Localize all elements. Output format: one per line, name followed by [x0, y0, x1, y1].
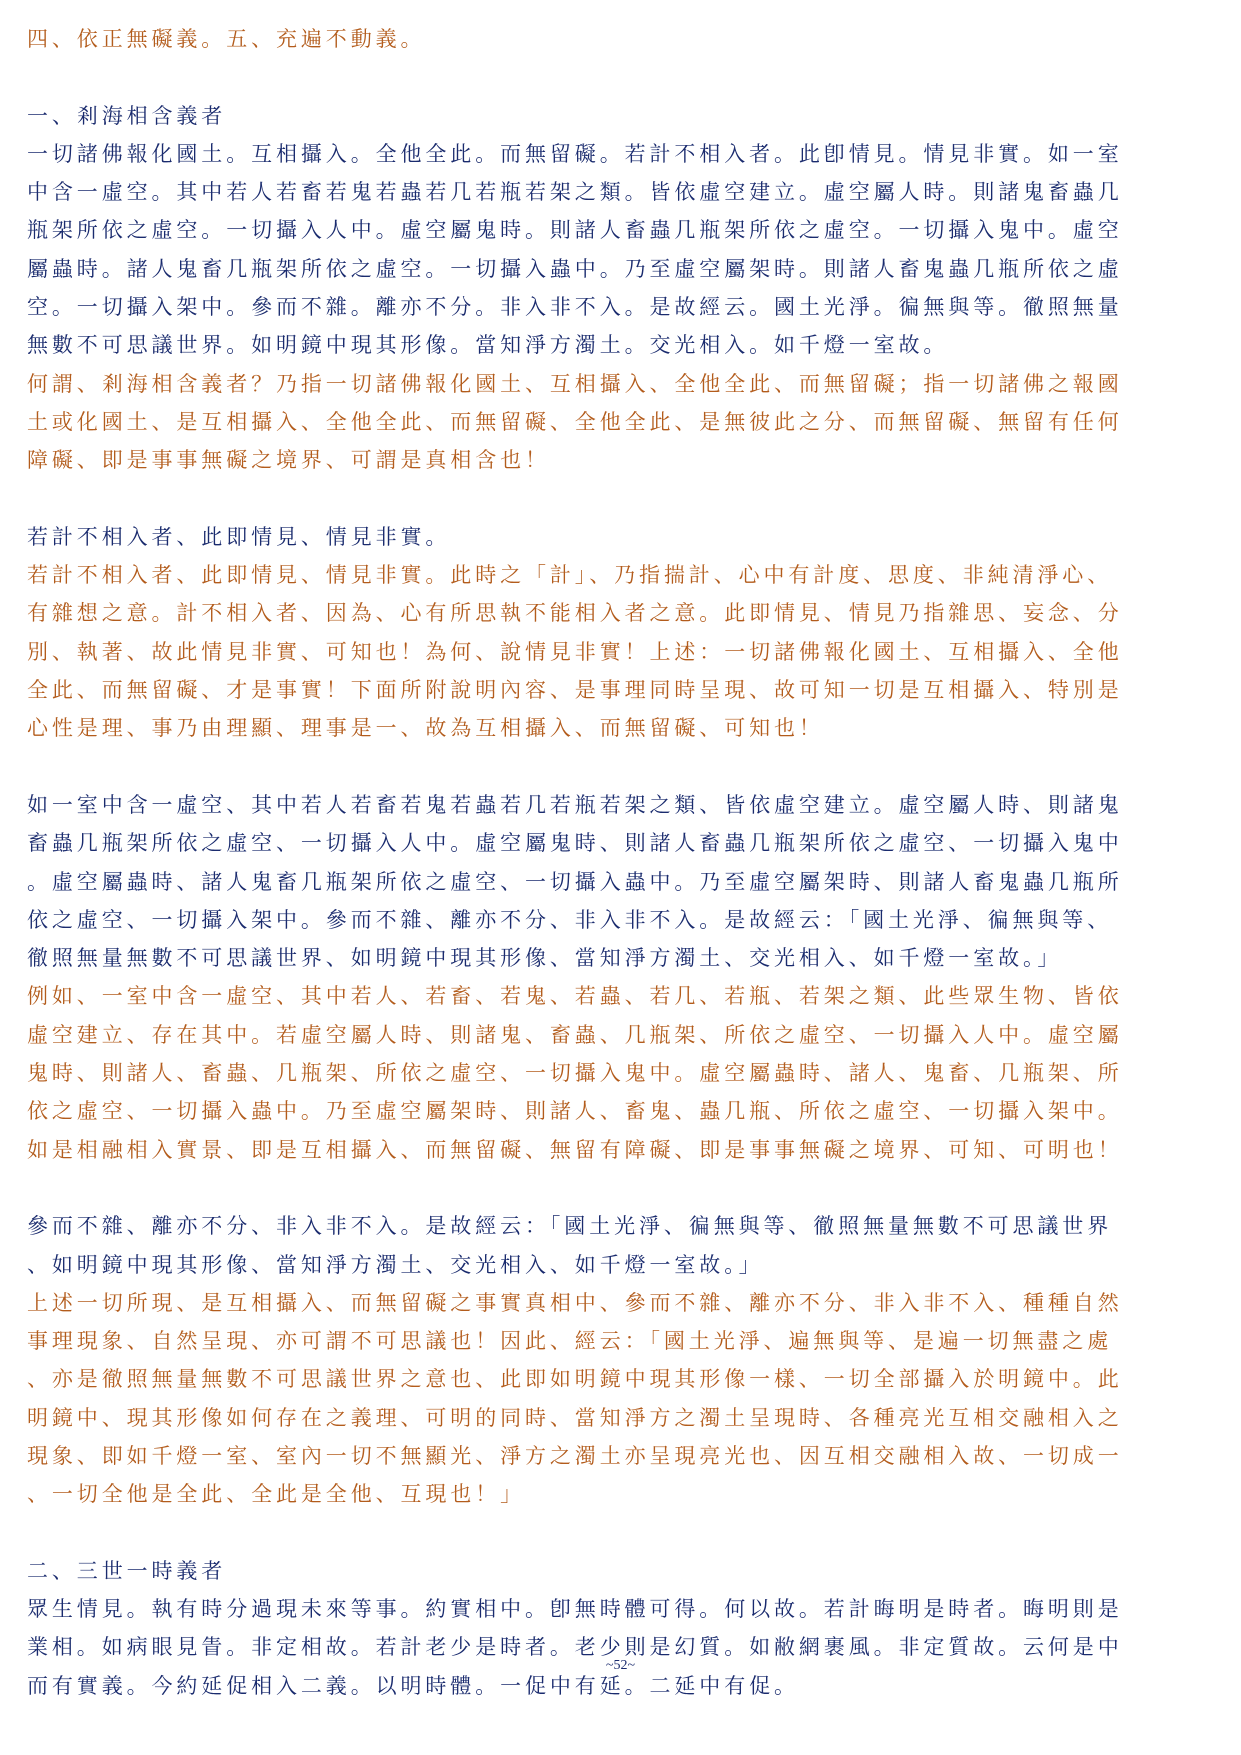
sutra-paragraph: [27, 786, 1217, 977]
text-line: 現象、即如千燈一室、室內一切不無顯光、淨方之濁土亦呈現亮光也、因互相交融相入故、一切成一: [27, 1443, 1123, 1468]
text-line: 明鏡中、現其形像如何存在之義理、可明的同時、當知淨方之濁土呈現時、各種亮光互相交融相入之: [27, 1405, 1123, 1430]
text-line: 、如明鏡中現其形像、當知淨方濁土、交光相入、如千燈一室故。」: [27, 1252, 764, 1277]
text-line: 依之虛空、一切攝入架中。參而不雜、離亦不分、非入非不入。是故經云：「國土光淨、徧無與等、: [27, 907, 1113, 932]
text-line: 無數不可思議世界。如明鏡中現其形像。當知淨方濁土。交光相入。如千燈一室故。: [27, 333, 949, 358]
text-line: 、一切全他是全此、全此是全他、互現也！」: [27, 1482, 525, 1507]
paragraph-gap: [27, 480, 1217, 518]
paragraph-gap: [27, 1169, 1217, 1207]
paragraph-gap: [27, 58, 1217, 96]
sutra-paragraph: [27, 1207, 1217, 1284]
text-line: 畜蟲几瓶架所依之虛空、一切攝入人中。虛空屬鬼時、則諸人畜蟲几瓶架所依之虛空、一切攝入鬼中: [27, 831, 1123, 856]
text-line: 鬼時、則諸人、畜蟲、几瓶架、所依之虛空、一切攝入鬼中。虛空屬蟲時、諸人、鬼畜、几瓶架、所: [27, 1061, 1123, 1086]
text-line: 上述一切所現、是互相攝入、而無留礙之事實真相中、參而不雜、離亦不分、非入非不入、種種自然: [27, 1290, 1123, 1315]
text-line: 、亦是徹照無量無數不可思議世界之意也、此即如明鏡中現其形像一樣、一切全部攝入於明鏡中。此: [27, 1367, 1123, 1392]
text-line: 中含一虛空。其中若人若畜若鬼若蟲若几若瓶若架之類。皆依虛空建立。虛空屬人時。則諸鬼畜蟲几: [27, 180, 1123, 205]
commentary-paragraph: [27, 1284, 1217, 1514]
commentary-paragraph: [27, 20, 1217, 58]
text-line: 業相。如病眼見眚。非定相故。若計老少是時者。老少則是幻質。如敝網裹風。非定質故。云何是中: [27, 1635, 1123, 1660]
document-body: [27, 20, 1217, 1705]
text-line: 何謂、剎海相含義者？乃指一切諸佛報化國土、互相攝入、全他全此、而無留礙；指一切諸佛之報國: [27, 371, 1123, 396]
text-line: 例如、一室中含一虛空、其中若人、若畜、若鬼、若蟲、若几、若瓶、若架之類、此些眾生物、皆依: [27, 984, 1123, 1009]
text-line: 一切諸佛報化國土。互相攝入。全他全此。而無留礙。若計不相入者。此卽情見。情見非實。如一室: [27, 141, 1123, 166]
paragraph-gap: [27, 1514, 1217, 1552]
text-line: 如一室中含一虛空、其中若人若畜若鬼若蟲若几若瓶若架之類、皆依虛空建立。虛空屬人時、則諸鬼: [27, 792, 1123, 817]
text-line: 。虛空屬蟲時、諸人鬼畜几瓶架所依之虛空、一切攝入蟲中。乃至虛空屬架時、則諸人畜鬼蟲几瓶所: [27, 869, 1123, 894]
text-line: 全此、而無留礙、才是事實！下面所附說明內容、是事理同時呈現、故可知一切是互相攝入、特別是: [27, 678, 1123, 703]
text-line: 有雜想之意。計不相入者、因為、心有所思執不能相入者之意。此即情見、情見乃指雜思、妄念、分: [27, 601, 1123, 626]
text-line: 二、三世一時義者: [27, 1558, 227, 1583]
text-line: 土或化國土、是互相攝入、全他全此、而無留礙、全他全此、是無彼此之分、而無留礙、無留有任何: [27, 409, 1123, 434]
text-line: 參而不雜、離亦不分、非入非不入。是故經云：「國土光淨、徧無與等、徹照無量無數不可思議世界: [27, 1214, 1113, 1239]
text-line: 四、依正無礙義。五、充遍不動義。: [27, 27, 426, 51]
text-line: 障礙、即是事事無礙之境界、可謂是真相含也！: [27, 448, 550, 473]
text-line: 事理現象、自然呈現、亦可謂不可思議也！因此、經云：「國土光淨、遍無與等、是遍一切無盡之處: [27, 1329, 1113, 1354]
commentary-paragraph: [27, 977, 1217, 1168]
text-line: 瓶架所依之虛空。一切攝入人中。虛空屬鬼時。則諸人畜蟲几瓶架所依之虛空。一切攝入鬼中。虛空: [27, 218, 1123, 243]
text-line: 屬蟲時。諸人鬼畜几瓶架所依之虛空。一切攝入蟲中。乃至虛空屬架時。則諸人畜鬼蟲几瓶所依之虛: [27, 256, 1123, 281]
text-line: 別、執著、故此情見非實、可知也！為何、說情見非實！上述：一切諸佛報化國土、互相攝入、全他: [27, 639, 1123, 664]
text-line: 徹照無量無數不可思議世界、如明鏡中現其形像、當知淨方濁土、交光相入、如千燈一室故。」: [27, 946, 1063, 971]
paragraph-gap: [27, 748, 1217, 786]
text-line: 空。一切攝入架中。參而不雜。離亦不分。非入非不入。是故經云。國土光淨。徧無與等。徹照無量: [27, 295, 1123, 320]
sutra-paragraph: [27, 97, 1217, 365]
text-line: 而有實義。今約延促相入二義。以明時體。一促中有延。二延中有促。: [27, 1673, 799, 1698]
text-line: 心性是理、事乃由理顯、理事是一、故為互相攝入、而無留礙、可知也！: [27, 716, 824, 741]
commentary-paragraph: [27, 556, 1217, 747]
sutra-paragraph: [27, 518, 1217, 556]
text-line: 若計不相入者、此即情見、情見非實。: [27, 524, 451, 549]
text-line: 眾生情見。執有時分過現未來等事。約實相中。卽無時體可得。何以故。若計晦明是時者。晦明則是: [27, 1597, 1123, 1622]
text-line: 如是相融相入實景、即是互相攝入、而無留礙、無留有障礙、即是事事無礙之境界、可知、可明也！: [27, 1137, 1123, 1162]
text-line: 依之虛空、一切攝入蟲中。乃至虛空屬架時、則諸人、畜鬼、蟲几瓶、所依之虛空、一切攝入架中。: [27, 1099, 1123, 1124]
page-number: ~52~: [605, 1658, 636, 1673]
sutra-paragraph: [27, 1552, 1217, 1705]
text-line: 一、剎海相含義者: [27, 103, 227, 128]
commentary-paragraph: [27, 365, 1217, 480]
text-line: 若計不相入者、此即情見、情見非實。此時之「計」、乃指揣計、心中有計度、思度、非純清淨心、: [27, 563, 1113, 588]
text-line: 虛空建立、存在其中。若虛空屬人時、則諸鬼、畜蟲、几瓶架、所依之虛空、一切攝入人中。虛空屬: [27, 1022, 1123, 1047]
